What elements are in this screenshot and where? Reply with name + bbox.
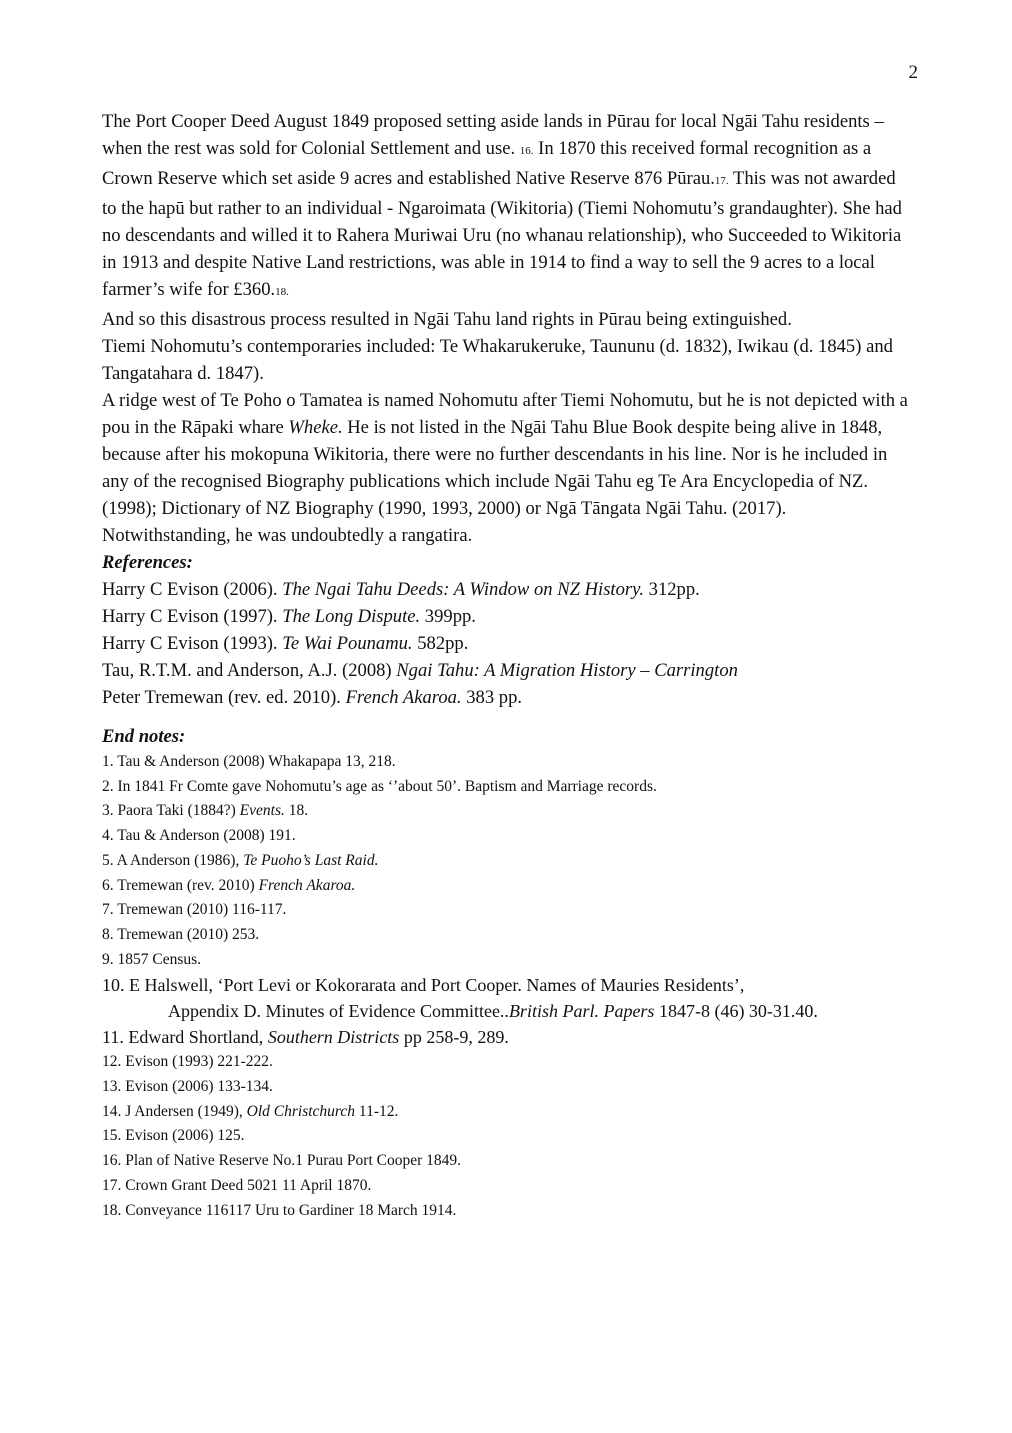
endnote-item: 4. Tau & Anderson (2008) 191. [102, 827, 296, 845]
endnote-ref-17: 17. [714, 175, 729, 187]
endnote-item: 15. Evison (2006) 125. [102, 1127, 245, 1145]
references-heading: References: [102, 552, 193, 573]
paragraph-text: The Port Cooper Deed August 1849 proposed setting aside lands in Pūrau for local Ngāi Tahu residents – when the rest was sold for Colonial Settlement and use. [102, 111, 884, 159]
reference-item: Harry C Evison (2006). The Ngai Tahu Deeds: A Window on NZ History. 312pp. [102, 579, 700, 600]
endnotes-list [102, 750, 912, 1223]
endnotes-heading: End notes: [102, 726, 186, 747]
paragraph-contemporaries: Tiemi Nohomutu’s contemporaries included: Te Whakarukeruke, Taununu (d. 1832), Iwikau (d. 1845) and Tangatahara d. 1847). [102, 336, 893, 384]
reference-item: Harry C Evison (1993). Te Wai Pounamu. 582pp. [102, 633, 469, 654]
endnote-ref-18: 18. [275, 286, 289, 298]
reference-item: Tau, R.T.M. and Anderson, A.J. (2008) Ngai Tahu: A Migration History – Carrington [102, 660, 738, 681]
endnote-item: 6. Tremewan (rev. 2010) French Akaroa. [102, 876, 356, 894]
endnote-item-11: 11. Edward Shortland, Southern Districts pp 258-9, 289. [102, 1027, 509, 1048]
endnote-item: 7. Tremewan (2010) 116-117. [102, 901, 287, 919]
endnote-item: 18. Conveyance 116117 Uru to Gardiner 18 March 1914. [102, 1201, 457, 1219]
endnote-item: 17. Crown Grant Deed 5021 11 April 1870. [102, 1176, 372, 1194]
document-body [102, 108, 912, 1223]
endnote-item: 13. Evison (2006) 133-134. [102, 1078, 273, 1096]
paragraph-land-rights: And so this disastrous process resulted in Ngāi Tahu land rights in Pūrau being extinguished. [102, 309, 792, 330]
endnote-item: 3. Paora Taki (1884?) Events. 18. [102, 802, 309, 820]
endnote-item: 12. Evison (1993) 221-222. [102, 1053, 273, 1071]
page-number: 2 [908, 62, 918, 83]
paragraph-text: A ridge west of Te Poho o Tamatea is named Nohomutu after Tiemi Nohomutu, but he is not depicted with a pou in the Rāpaki whare [102, 390, 908, 438]
endnote-item: 9. 1857 Census. [102, 950, 202, 968]
whare-name: Wheke. [288, 417, 343, 438]
endnote-item-10-continued: Appendix D. Minutes of Evidence Committee..British Parl. Papers 1847-8 (46) 30-31.40. [168, 1001, 818, 1022]
reference-item: Harry C Evison (1997). The Long Dispute. 399pp. [102, 606, 476, 627]
endnote-item: 1. Tau & Anderson (2008) Whakapapa 13, 218. [102, 753, 396, 770]
reference-item: Peter Tremewan (rev. ed. 2010). French Akaroa. 383 pp. [102, 687, 523, 708]
paragraph-text: This was not awarded to the hapū but rather to an individual - Ngaroimata (Wikitoria) (Tiemi Nohomutu’s grandaughter). She had no descendants and willed it to Rahera Muriwai Uru (no whanau relationship), who Succeeded to Wikitoria in 1913 and despite Native Land restrictions, was able in 1914 to find a way to sell the 9 acres to a local farmer’s wife for £360. [102, 168, 902, 300]
endnote-item-10: 10. E Halswell, ‘Port Levi or Kokorarata and Port Cooper. Names of Mauries Residents’, [102, 975, 745, 996]
paragraph-port-cooper-deed [102, 108, 912, 306]
endnote-item: 16. Plan of Native Reserve No.1 Purau Port Cooper 1849. [102, 1152, 462, 1170]
endnote-ref-16: 16. [519, 145, 534, 157]
references-list [102, 576, 912, 711]
paragraph-text: He is not listed in the Ngāi Tahu Blue Book despite being alive in 1848, because after his mokopuna Wikitoria, there were no further descendants in his line. Nor is he included in any of the recognised Biography publications which include Ngāi Tahu eg Te Ara Encyclopedia of NZ. (1998); Dictionary of NZ Biography (1990, 1993, 2000) or Ngā Tāngata Ngāi Tahu. (2017). Notwithstanding, he was undoubtedly a rangatira. [102, 417, 888, 546]
paragraph-text: In 1870 this received formal recognition as a Crown Reserve which set aside 9 acres and established Native Reserve 876 Pūrau. [102, 138, 872, 189]
endnote-item: 8. Tremewan (2010) 253. [102, 925, 260, 943]
endnote-item: 5. A Anderson (1986), Te Puoho’s Last Raid. [102, 851, 379, 869]
endnote-item: 14. J Andersen (1949), Old Christchurch 11-12. [102, 1102, 399, 1120]
paragraph-ridge [102, 387, 912, 549]
endnote-item: 2. In 1841 Fr Comte gave Nohomutu’s age as ‘’about 50’. Baptism and Marriage records. [102, 777, 657, 795]
